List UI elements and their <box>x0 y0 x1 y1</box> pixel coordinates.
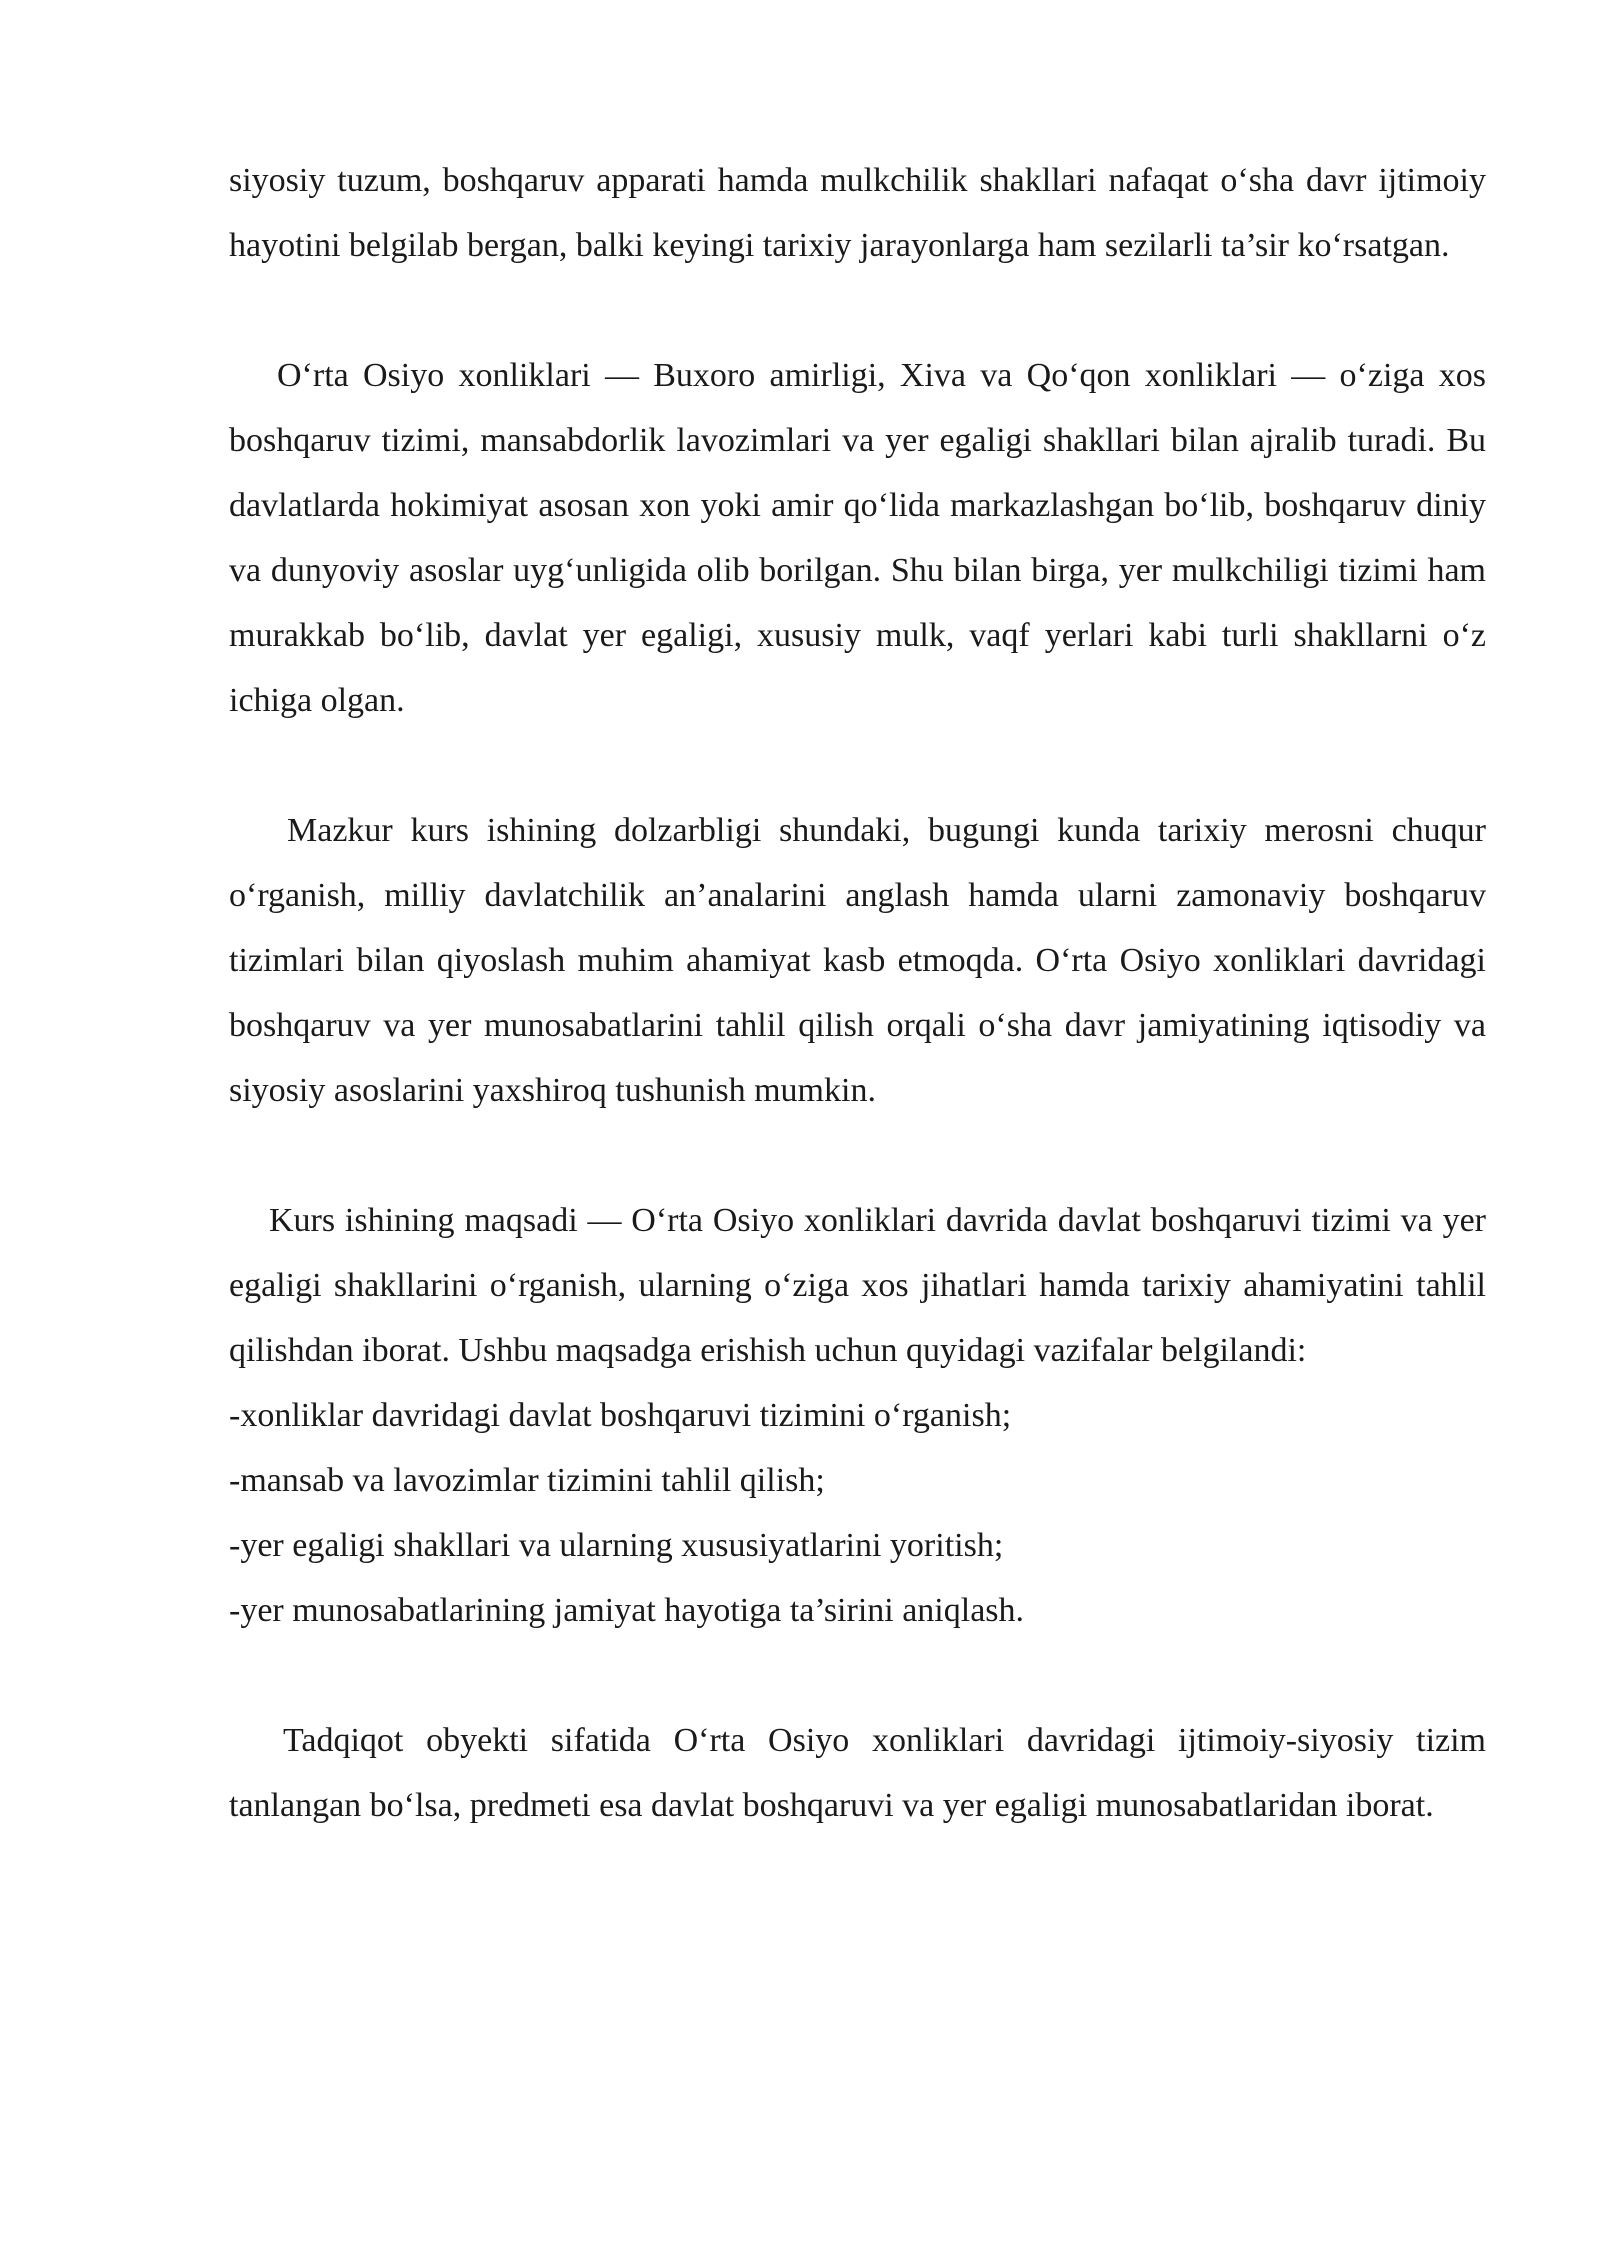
paragraph-gap <box>229 733 1486 798</box>
body-text <box>229 148 1486 1838</box>
task-item: -xonliklar davridagi davlat boshqaruvi tizimini o‘rganish; <box>229 1397 1012 1434</box>
task-item: -mansab va lavozimlar tizimini tahlil qilish; <box>229 1462 825 1499</box>
paragraph-continuation: siyosiy tuzum, boshqaruv apparati hamda mulkchilik shakllari nafaqat o‘sha davr ijtimoiy hayotini belgilab bergan, balki keyingi tarixiy jarayonlarga ham sezilarli ta’sir ko‘rsatgan. <box>229 162 1486 264</box>
paragraph-khanates: O‘rta Osiyo xonliklari — Buxoro amirligi, Xiva va Qo‘qon xonliklari — o‘ziga xos boshqaruv tizimi, mansabdorlik lavozimlari va yer egaligi shakllari bilan ajralib turadi. Bu davlatlarda hokimiyat asosan xon yoki amir qo‘lida markazlashgan bo‘lib, boshqaruv diniy va dunyoviy asoslar uyg‘unligida olib borilgan. Shu bilan birga, yer mulkchiligi tizimi ham murakkab bo‘lib, davlat yer egaligi, xususiy mulk, vaqf yerlari kabi turli shakllarni o‘z ichiga olgan. <box>229 357 1486 719</box>
paragraph-object-subject: Tadqiqot obyekti sifatida O‘rta Osiyo xonliklari davridagi ijtimoiy-siyosiy tizim tanlangan bo‘lsa, predmeti esa davlat boshqaruvi va yer egaligi munosabatlaridan iborat. <box>229 1722 1486 1824</box>
task-item: -yer egaligi shakllari va ularning xususiyatlarini yoritish; <box>229 1527 1004 1564</box>
paragraph-gap <box>229 1123 1486 1188</box>
paragraph-goal: Kurs ishining maqsadi — O‘rta Osiyo xonliklari davrida davlat boshqaruvi tizimi va yer egaligi shakllarini o‘rganish, ularning o‘ziga xos jihatlari hamda tarixiy ahamiyatini tahlil qilishdan iborat. Ushbu maqsadga erishish uchun quyidagi vazifalar belgilandi: <box>229 1202 1486 1369</box>
paragraph-gap <box>229 278 1486 343</box>
task-item: -yer munosabatlarining jamiyat hayotiga ta’sirini aniqlash. <box>229 1592 1025 1629</box>
paragraph-relevance: Mazkur kurs ishining dolzarbligi shundaki, bugungi kunda tarixiy merosni chuqur o‘rganish, milliy davlatchilik an’analarini anglash hamda ularni zamonaviy boshqaruv tizimlari bilan qiyoslash muhim ahamiyat kasb etmoqda. O‘rta Osiyo xonliklari davridagi boshqaruv va yer munosabatlarini tahlil qilish orqali o‘sha davr jamiyatining iqtisodiy va siyosiy asoslarini yaxshiroq tushunish mumkin. <box>229 812 1486 1109</box>
paragraph-gap <box>229 1643 1486 1708</box>
